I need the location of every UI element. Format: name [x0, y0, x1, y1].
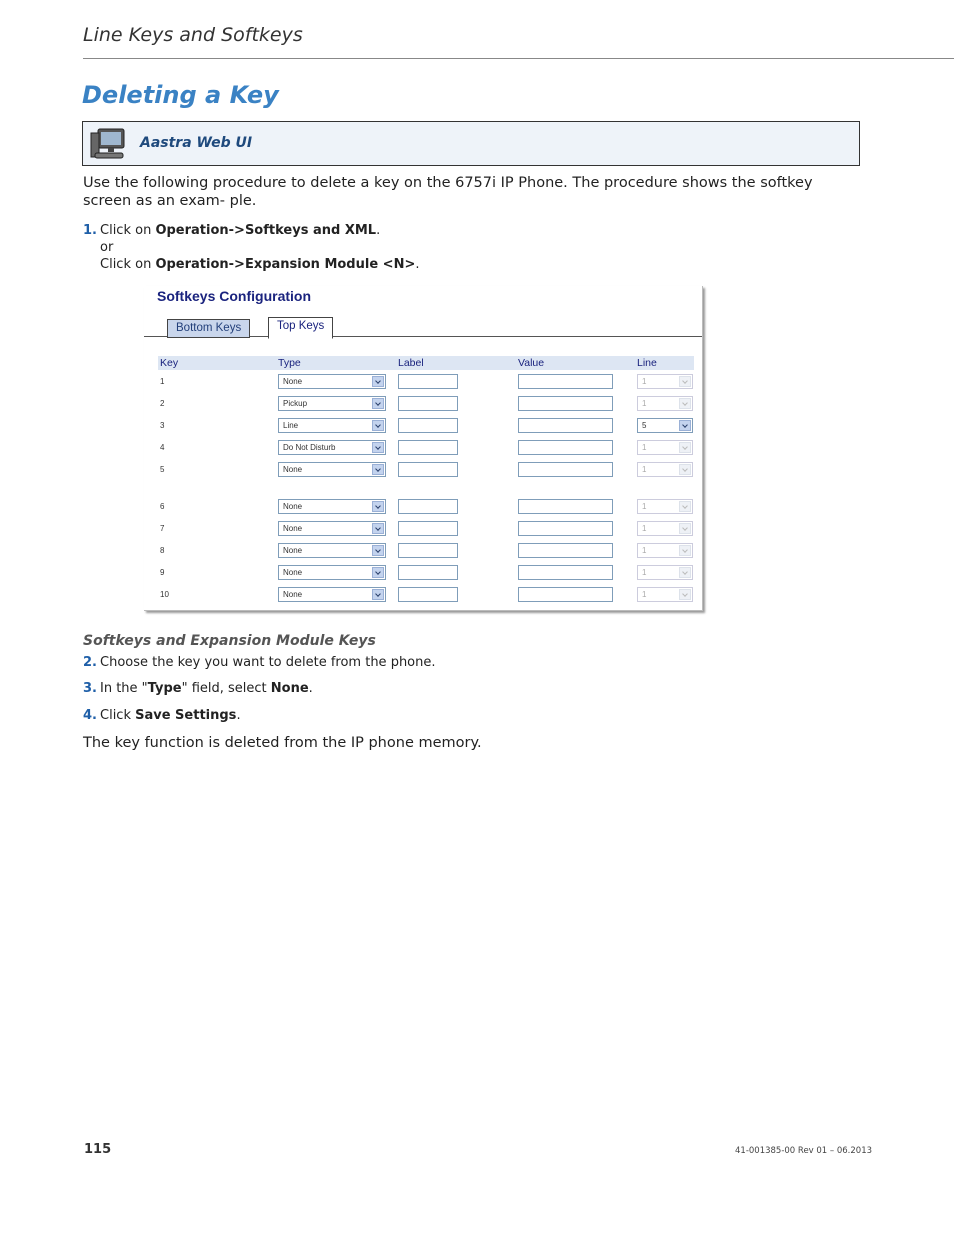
chevron-down-icon [372, 589, 384, 600]
line-value: 1 [642, 568, 647, 577]
key-number: 8 [160, 546, 165, 555]
intro-paragraph: Use the following procedure to delete a key on the 6757i IP Phone. The procedure shows the softkey screen as an exam- ple. [83, 175, 813, 209]
table-row [144, 521, 702, 539]
line-value: 1 [642, 377, 647, 386]
type-select[interactable] [278, 440, 386, 455]
chevron-down-icon [372, 464, 384, 475]
type-select[interactable] [278, 521, 386, 536]
chevron-down-icon [679, 398, 691, 409]
type-value: None [283, 502, 303, 511]
key-number: 5 [160, 465, 165, 474]
chapter-header: Line Keys and Softkeys [83, 24, 303, 46]
key-number: 3 [160, 421, 165, 430]
key-number: 9 [160, 568, 165, 577]
value-input[interactable] [518, 543, 613, 558]
step-number: 2. [83, 655, 97, 670]
key-number: 6 [160, 502, 165, 511]
line-value: 1 [642, 524, 647, 533]
tab-bottom-keys[interactable]: Bottom Keys [167, 319, 250, 338]
chevron-down-icon [372, 376, 384, 387]
type-value: Line [283, 421, 299, 430]
label-input[interactable] [398, 587, 458, 602]
type-value: None [283, 590, 303, 599]
value-input[interactable] [518, 565, 613, 580]
column-header-label: Label [396, 356, 516, 370]
table-row [144, 462, 702, 480]
closing-paragraph: The key function is deleted from the IP phone memory. [83, 735, 482, 751]
table-row [144, 565, 702, 583]
table-row [144, 499, 702, 517]
table-row [144, 587, 702, 605]
label-input[interactable] [398, 440, 458, 455]
line-select[interactable] [637, 440, 693, 455]
screenshot-heading: Softkeys Configuration [157, 288, 312, 304]
value-input[interactable] [518, 521, 613, 536]
table-row [144, 543, 702, 561]
line-select[interactable] [637, 499, 693, 514]
chevron-down-icon [679, 523, 691, 534]
ui-callout-label: Aastra Web UI [140, 135, 253, 151]
label-input[interactable] [398, 565, 458, 580]
key-number: 2 [160, 399, 165, 408]
chevron-down-icon [372, 420, 384, 431]
line-select[interactable] [637, 587, 693, 602]
chevron-down-icon [372, 545, 384, 556]
column-header-type: Type [276, 356, 396, 370]
type-select[interactable] [278, 374, 386, 389]
type-field-name: Type [147, 681, 182, 696]
page-number: 115 [84, 1142, 112, 1157]
chevron-down-icon [679, 589, 691, 600]
figure-caption: Softkeys and Expansion Module Keys [83, 633, 376, 649]
line-select[interactable] [637, 418, 693, 433]
type-value: None [283, 377, 303, 386]
computer-icon [89, 127, 127, 161]
ui-callout-box [82, 121, 860, 166]
value-input[interactable] [518, 396, 613, 411]
value-input[interactable] [518, 374, 613, 389]
table-row [144, 440, 702, 458]
chevron-down-icon [679, 442, 691, 453]
type-select[interactable] [278, 462, 386, 477]
chevron-down-icon [372, 442, 384, 453]
softkeys-screenshot [144, 286, 703, 611]
value-input[interactable] [518, 462, 613, 477]
tab-top-keys[interactable]: Top Keys [268, 317, 333, 339]
type-select[interactable] [278, 587, 386, 602]
line-value: 1 [642, 443, 647, 452]
key-number: 4 [160, 443, 165, 452]
type-value: None [283, 546, 303, 555]
line-value: 1 [642, 502, 647, 511]
or-text: or [100, 240, 114, 255]
line-value: 1 [642, 546, 647, 555]
label-input[interactable] [398, 462, 458, 477]
line-select[interactable] [637, 543, 693, 558]
type-select[interactable] [278, 565, 386, 580]
type-select[interactable] [278, 543, 386, 558]
line-value: 1 [642, 590, 647, 599]
line-select[interactable] [637, 565, 693, 580]
column-header-line: Line [635, 356, 694, 370]
value-input[interactable] [518, 440, 613, 455]
type-value: None [283, 524, 303, 533]
label-input[interactable] [398, 521, 458, 536]
value-input[interactable] [518, 418, 613, 433]
line-value: 1 [642, 399, 647, 408]
type-value: Do Not Disturb [283, 443, 336, 452]
value-input[interactable] [518, 587, 613, 602]
type-select[interactable] [278, 418, 386, 433]
type-select[interactable] [278, 499, 386, 514]
type-value: None [283, 568, 303, 577]
label-input[interactable] [398, 374, 458, 389]
column-header-value: Value [516, 356, 635, 370]
chevron-down-icon [679, 464, 691, 475]
label-input[interactable] [398, 499, 458, 514]
value-input[interactable] [518, 499, 613, 514]
label-input[interactable] [398, 396, 458, 411]
save-settings-label: Save Settings [135, 708, 237, 723]
line-value: 1 [642, 465, 647, 474]
table-row [144, 396, 702, 414]
key-number: 10 [160, 590, 169, 599]
chevron-down-icon [679, 376, 691, 387]
line-select[interactable] [637, 521, 693, 536]
step-number: 1. [83, 223, 97, 238]
chevron-down-icon [679, 545, 691, 556]
label-input[interactable] [398, 418, 458, 433]
menu-path-softkeys: Operation->Softkeys and XML [155, 223, 377, 238]
type-select[interactable] [278, 396, 386, 411]
line-select[interactable] [637, 396, 693, 411]
key-number: 1 [160, 377, 165, 386]
chevron-down-icon [679, 501, 691, 512]
step-number: 4. [83, 708, 97, 723]
table-row [144, 374, 702, 392]
header-rule [83, 58, 954, 59]
page-title: Deleting a Key [82, 81, 279, 109]
chevron-down-icon [372, 398, 384, 409]
document-id: 41-001385-00 Rev 01 – 06.2013 [735, 1146, 873, 1156]
line-value: 5 [642, 421, 647, 430]
chevron-down-icon [679, 567, 691, 578]
line-select[interactable] [637, 374, 693, 389]
chevron-down-icon [372, 567, 384, 578]
chevron-down-icon [679, 420, 691, 431]
column-header-key: Key [158, 356, 276, 370]
type-value: None [283, 465, 303, 474]
chevron-down-icon [372, 523, 384, 534]
table-row [144, 418, 702, 436]
menu-path-expansion: Operation->Expansion Module <N> [155, 257, 416, 272]
type-value: Pickup [283, 399, 308, 408]
label-input[interactable] [398, 543, 458, 558]
step-number: 3. [83, 681, 97, 696]
key-number: 7 [160, 524, 165, 533]
chevron-down-icon [372, 501, 384, 512]
line-select[interactable] [637, 462, 693, 477]
none-option: None [270, 681, 309, 696]
